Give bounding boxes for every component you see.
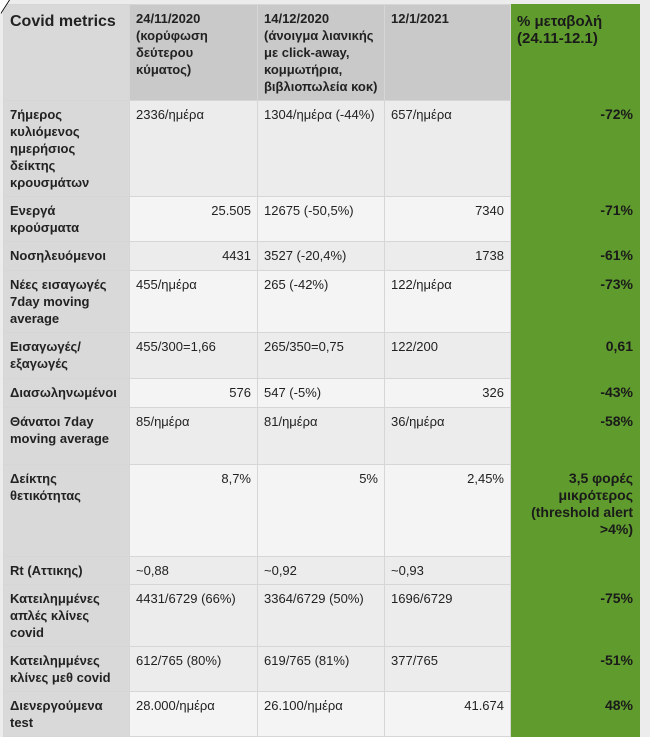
cell: 122/ημέρα	[385, 271, 511, 333]
cell: 25.505	[130, 197, 258, 242]
cell: 85/ημέρα	[130, 408, 258, 465]
metric-label: Εισαγωγές/ εξαγωγές	[4, 333, 130, 379]
cell: 36/ημέρα	[385, 408, 511, 465]
header-date-3: 12/1/2021	[385, 5, 511, 101]
table-row	[4, 333, 640, 379]
header-metric: Covid metrics	[4, 5, 130, 101]
metric-label: Δείκτης θετικότητας	[4, 465, 130, 557]
cell: 576	[130, 379, 258, 408]
cell: ~0,88	[130, 557, 258, 585]
header-date-1: 24/11/2020 (κορύφωση δεύτερου κύματος)	[130, 5, 258, 101]
change-cell: -51%	[511, 647, 640, 692]
table-row	[4, 197, 640, 242]
change-cell: -58%	[511, 408, 640, 465]
cell: 26.100/ημέρα	[258, 692, 385, 737]
cell: 4431/6729 (66%)	[130, 585, 258, 647]
change-cell: 3,5 φορές μικρότερος (threshold alert >4%)	[511, 465, 640, 557]
cell: 8,7%	[130, 465, 258, 557]
metric-label: 7ήμερος κυλιόμενος ημερήσιος δείκτης κρουσμάτων	[4, 101, 130, 197]
table-row	[4, 465, 640, 557]
change-cell: -43%	[511, 379, 640, 408]
header-row	[4, 5, 640, 101]
cell: 455/300=1,66	[130, 333, 258, 379]
change-cell: -75%	[511, 585, 640, 647]
metric-label: Νοσηλευόμενοι	[4, 242, 130, 271]
table-row	[4, 271, 640, 333]
cell: ~0,93	[385, 557, 511, 585]
change-cell: -73%	[511, 271, 640, 333]
change-cell: -71%	[511, 197, 640, 242]
cell: 7340	[385, 197, 511, 242]
cell: 28.000/ημέρα	[130, 692, 258, 737]
cell: 547 (-5%)	[258, 379, 385, 408]
header-change: % μεταβολή (24.11-12.1)	[511, 5, 640, 101]
metric-label: Ενεργά κρούσματα	[4, 197, 130, 242]
cell: 81/ημέρα	[258, 408, 385, 465]
table-row	[4, 557, 640, 585]
cell: 5%	[258, 465, 385, 557]
change-cell: 48%	[511, 692, 640, 737]
change-cell: 0,61	[511, 333, 640, 379]
metric-label: Θάνατοι 7day moving average	[4, 408, 130, 465]
cell: 3527 (-20,4%)	[258, 242, 385, 271]
cell: 4431	[130, 242, 258, 271]
cell: 2,45%	[385, 465, 511, 557]
header-date-2: 14/12/2020 (άνοιγμα λιανικής με click-away, κομμωτήρια, βιβλιοπωλεία κοκ)	[258, 5, 385, 101]
cell: 1738	[385, 242, 511, 271]
cell: 1304/ημέρα (-44%)	[258, 101, 385, 197]
metric-label: Διενεργούμενα test	[4, 692, 130, 737]
cell: 12675 (-50,5%)	[258, 197, 385, 242]
metric-label: Rt (Αττικης)	[4, 557, 130, 585]
table-row	[4, 379, 640, 408]
mouse-cursor-icon	[0, 0, 9, 14]
metric-label: Κατειλημμένες απλές κλίνες covid	[4, 585, 130, 647]
cell: 619/765 (81%)	[258, 647, 385, 692]
change-cell: -72%	[511, 101, 640, 197]
change-cell: -61%	[511, 242, 640, 271]
cell: 3364/6729 (50%)	[258, 585, 385, 647]
cell: 2336/ημέρα	[130, 101, 258, 197]
cell: 265 (-42%)	[258, 271, 385, 333]
metric-label: Νέες εισαγωγές 7day moving average	[4, 271, 130, 333]
cell: 657/ημέρα	[385, 101, 511, 197]
table-row	[4, 585, 640, 647]
covid-metrics-table	[3, 4, 640, 737]
cell: 612/765 (80%)	[130, 647, 258, 692]
metric-label: Διασωληνωμένοι	[4, 379, 130, 408]
table-row	[4, 242, 640, 271]
cell: ~0,92	[258, 557, 385, 585]
change-cell	[511, 557, 640, 585]
cell: 455/ημέρα	[130, 271, 258, 333]
table-row	[4, 408, 640, 465]
cell: 377/765	[385, 647, 511, 692]
table-row	[4, 692, 640, 737]
table-row	[4, 101, 640, 197]
cell: 41.674	[385, 692, 511, 737]
table-row	[4, 647, 640, 692]
cell: 326	[385, 379, 511, 408]
metric-label: Κατειλημμένες κλίνες μεθ covid	[4, 647, 130, 692]
cell: 122/200	[385, 333, 511, 379]
cell: 265/350=0,75	[258, 333, 385, 379]
cell: 1696/6729	[385, 585, 511, 647]
